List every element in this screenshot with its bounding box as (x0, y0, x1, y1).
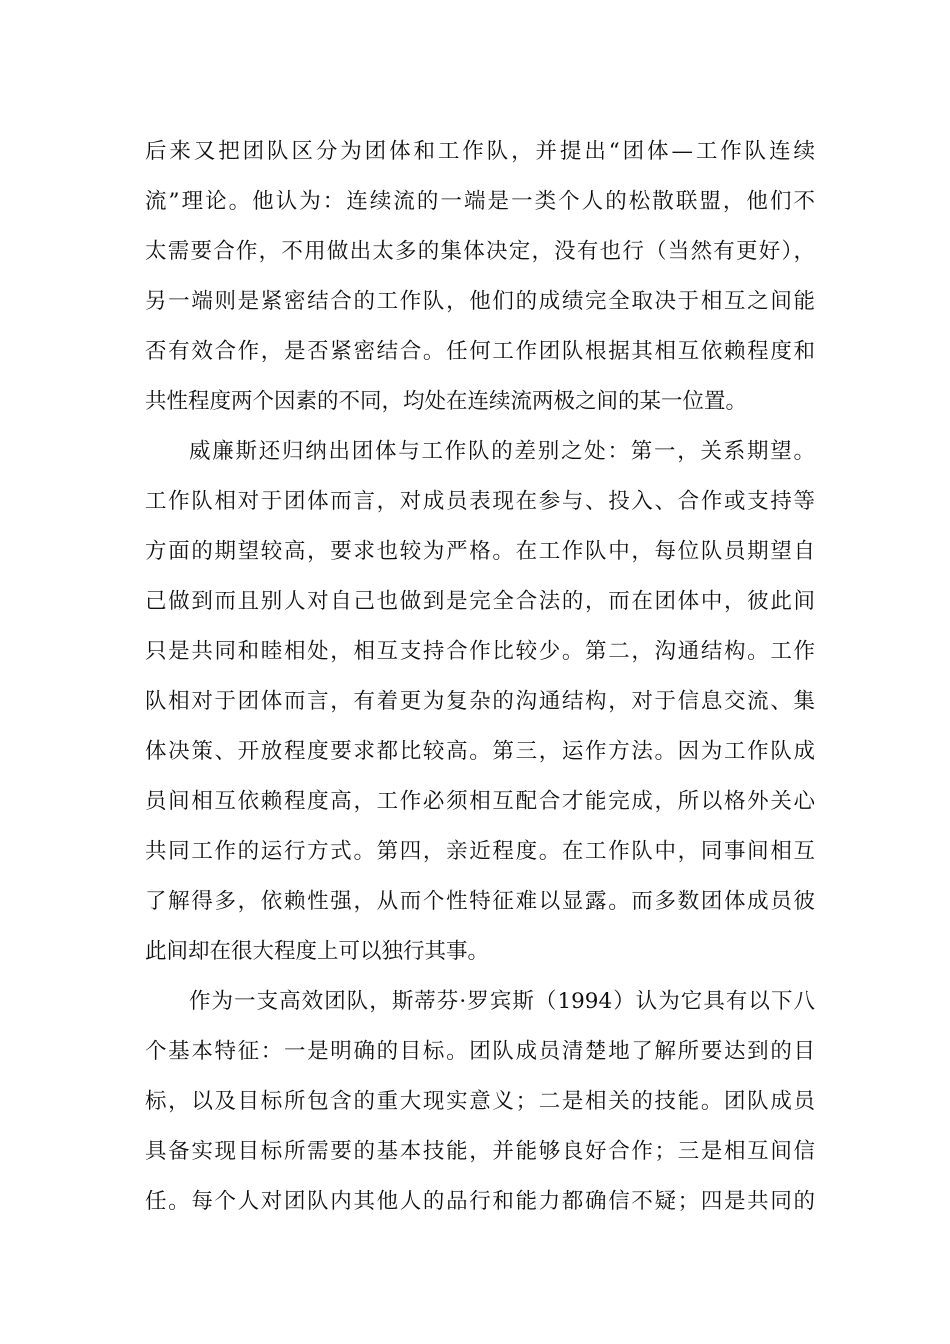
text-line: 标，以及目标所包含的重大现实意义；二是相关的技能。团队成员 (145, 1089, 815, 1114)
text-line: 另一端则是紧密结合的工作队，他们的成绩完全取决于相互之间能 (145, 289, 815, 314)
text-line: 作为一支高效团队，斯蒂芬·罗宾斯（1994）认为它具有以下八 (189, 989, 815, 1014)
paragraph-1 (145, 127, 815, 427)
text-line: 了解得多，依赖性强，从而个性特征难以显露。而多数团体成员彼 (145, 889, 815, 914)
text-line: 队相对于团体而言，有着更为复杂的沟通结构，对于信息交流、集 (145, 689, 815, 714)
text-line: 否有效合作，是否紧密结合。任何工作团队根据其相互依赖程度和 (145, 339, 815, 364)
text-line: 后来又把团队区分为团体和工作队，并提出“团体—工作队连续 (145, 139, 815, 164)
paragraph-3 (145, 977, 815, 1227)
text-line: 流”理论。他认为：连续流的一端是一类个人的松散联盟，他们不 (145, 189, 815, 214)
text-line: 工作队相对于团体而言，对成员表现在参与、投入、合作或支持等 (145, 489, 815, 514)
text-line: 体决策、开放程度要求都比较高。第三，运作方法。因为工作队成 (145, 739, 815, 764)
text-line: 己做到而且别人对自己也做到是完全合法的，而在团体中，彼此间 (145, 589, 815, 614)
text-line: 只是共同和睦相处，相互支持合作比较少。第二，沟通结构。工作 (145, 639, 815, 664)
text-line: 个基本特征：一是明确的目标。团队成员清楚地了解所要达到的目 (145, 1039, 815, 1064)
text-line: 共性程度两个因素的不同，均处在连续流两极之间的某一位置。 (145, 389, 748, 414)
text-line: 任。每个人对团队内其他人的品行和能力都确信不疑；四是共同的 (145, 1189, 815, 1214)
text-line: 太需要合作，不用做出太多的集体决定，没有也行（当然有更好）， (145, 239, 815, 264)
text-line: 具备实现目标所需要的基本技能，并能够良好合作；三是相互间信 (145, 1139, 815, 1164)
paragraph-2 (145, 427, 815, 977)
text-line: 员间相互依赖程度高，工作必须相互配合才能完成，所以格外关心 (145, 789, 815, 814)
text-line: 此间却在很大程度上可以独行其事。 (145, 939, 490, 964)
text-line: 威廉斯还归纳出团体与工作队的差别之处：第一，关系期望。 (189, 439, 815, 464)
text-line: 方面的期望较高，要求也较为严格。在工作队中，每位队员期望自 (145, 539, 815, 564)
body-text (145, 127, 815, 1227)
text-line: 共同工作的运行方式。第四，亲近程度。在工作队中，同事间相互 (145, 839, 815, 864)
